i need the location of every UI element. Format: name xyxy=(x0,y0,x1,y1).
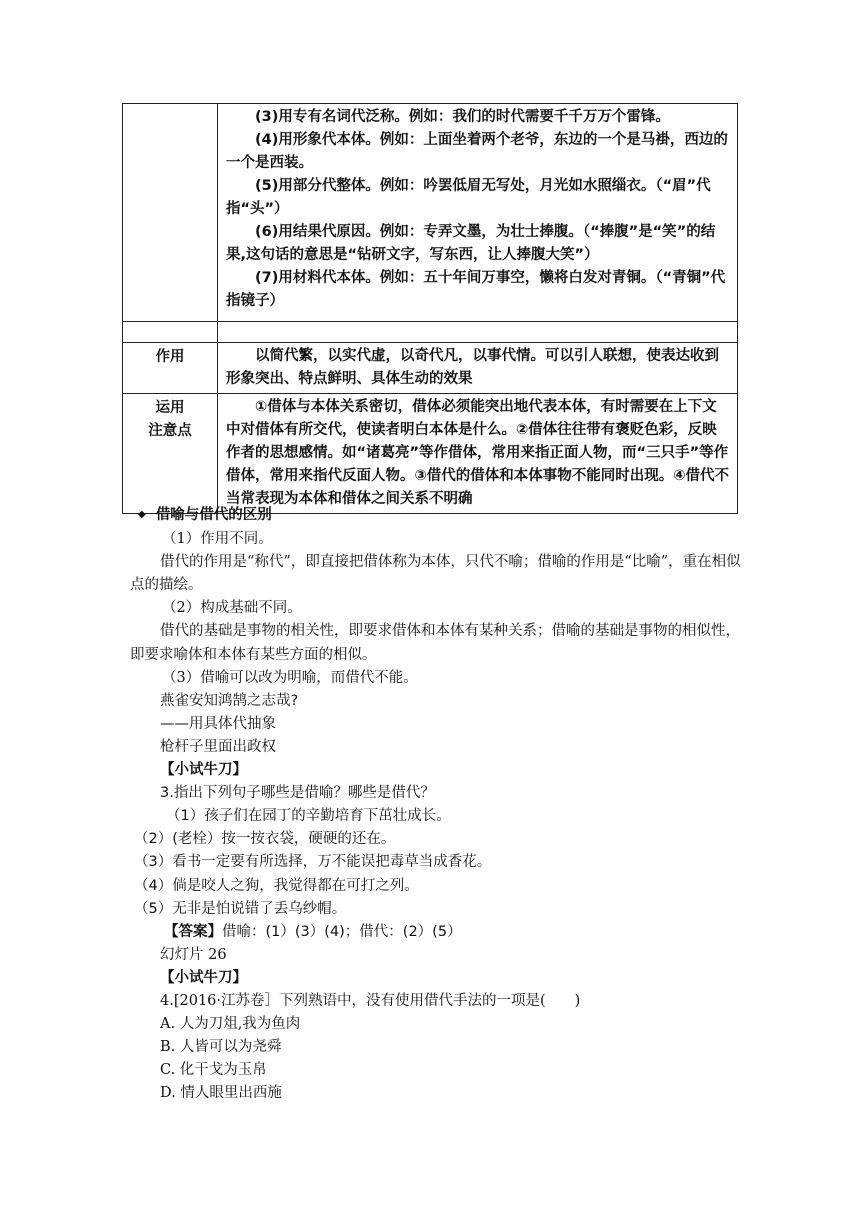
table-row xyxy=(123,394,738,514)
quiz-tag: 【小试牛刀】 xyxy=(160,762,247,779)
slide-label: 幻灯片 26 xyxy=(160,946,227,963)
quiz-sentence: （3）看书一定要有所选择，万不能误把毒草当成香花。 xyxy=(134,854,492,871)
function-text: 以简代繁，以实代虚，以奇代凡，以事代情。可以引人联想，使表达收到形象突出、特点鲜明、具体生动的效果 xyxy=(226,348,719,387)
table-label-cell xyxy=(123,104,218,322)
paragraph: 借代的基础是事物的相关性，即要求借体和本体有某种关系；借喻的基础是事物的相似性，即要求喻体和本体有某些方面的相似。 xyxy=(130,623,740,663)
quiz-option: C. 化干戈为玉帛 xyxy=(160,1062,267,1079)
function-label: 作用 xyxy=(123,343,218,394)
quiz-question: 4.[2016·江苏卷］下列熟语中，没有使用借代手法的一项是( ) xyxy=(160,992,581,1009)
example-line: 燕雀安知鸿鹄之志哉? xyxy=(160,692,299,709)
table-row xyxy=(123,322,738,343)
quiz-option: D. 情人眼里出西施 xyxy=(160,1085,282,1102)
empty-cell xyxy=(123,322,218,343)
section-title: 借喻与借代的区别 xyxy=(155,507,272,523)
answer-line xyxy=(130,921,742,944)
quiz-option: A. 人为刀俎,我为鱼肉 xyxy=(160,1016,301,1033)
methods-cell xyxy=(218,104,738,322)
usage-label-line1: 运用 xyxy=(155,400,185,416)
usage-label-line2: 注意点 xyxy=(148,423,192,439)
answer-text: 借喻：(1）(3）(4)；借代：(2）(5） xyxy=(222,923,462,940)
example-line: 枪杆子里面出政权 xyxy=(160,738,276,755)
method-item: (6)用结果代原因。例如：专弄文墨，为壮士捧腹。（“捧腹”是“笑”的结果,这句话的意思是“钻研文字，写东西，让人捧腹大笑”） xyxy=(226,224,716,263)
quiz-sentence: （4）倘是咬人之狗，我觉得都在可打之列。 xyxy=(134,877,419,894)
document-body xyxy=(130,504,742,1105)
quiz-sentence: （1）孩子们在园丁的辛勤培育下茁壮成长。 xyxy=(166,808,451,825)
quiz-sentence: （2）(老栓）按一按衣袋，硬硬的还在。 xyxy=(134,831,396,848)
list-item: （3）借喻可以改为明喻，而借代不能。 xyxy=(162,669,418,686)
empty-cell xyxy=(218,322,738,343)
section-heading xyxy=(130,504,742,528)
method-item: (3)用专有名词代泛称。例如：我们的时代需要千千万万个雷锋。 xyxy=(255,109,670,125)
table-row xyxy=(123,343,738,394)
answer-tag: 【答案】 xyxy=(164,923,222,940)
list-item: （1）作用不同。 xyxy=(162,531,273,548)
table-row xyxy=(123,104,738,322)
diamond-bullet-icon: ◆ xyxy=(138,509,146,520)
metonymy-table xyxy=(122,103,738,514)
usage-text: ①借体与本体关系密切，借体必须能突出地代表本体，有时需要在上下文中对借体有所交代，使读者明白本体是什么。②借体往往带有褒贬色彩，反映作者的思想感情。如“诸葛亮”等作借体，常用来指正面人物，而“三只手”等作借体，常用来指代反面人物。③借代的借体和本体事物不能同时出现。④借代不当常表现为本体和借体之间关系不明确 xyxy=(226,399,730,507)
list-item: （2）构成基础不同。 xyxy=(162,600,302,617)
method-item: (4)用形象代本体。例如：上面坐着两个老爷，东边的一个是马褂，西边的一个是西装。 xyxy=(226,132,728,171)
method-item: (7)用材料代本体。例如：五十年间万事空，懒将白发对青铜。（“青铜”代指镜子） xyxy=(226,270,726,309)
usage-cell xyxy=(218,394,738,514)
quiz-tag: 【小试牛刀】 xyxy=(160,969,247,986)
example-line: ——用具体代抽象 xyxy=(160,715,276,732)
paragraph: 借代的作用是“称代”，即直接把借体称为本体，只代不喻；借喻的作用是“比喻”，重在相似点的描绘。 xyxy=(130,554,741,594)
method-item: (5)用部分代整体。例如：吟罢低眉无写处，月光如水照缁衣。（“眉”代指“头”） xyxy=(226,178,711,217)
usage-label-cell xyxy=(123,394,218,514)
function-cell xyxy=(218,343,738,394)
quiz-option: B. 人皆可以为尧舜 xyxy=(160,1039,282,1056)
quiz-sentence: （5）无非是怕说错了丢乌纱帽。 xyxy=(134,900,347,917)
quiz-question: 3.指出下列句子哪些是借喻？哪些是借代？ xyxy=(160,785,435,802)
